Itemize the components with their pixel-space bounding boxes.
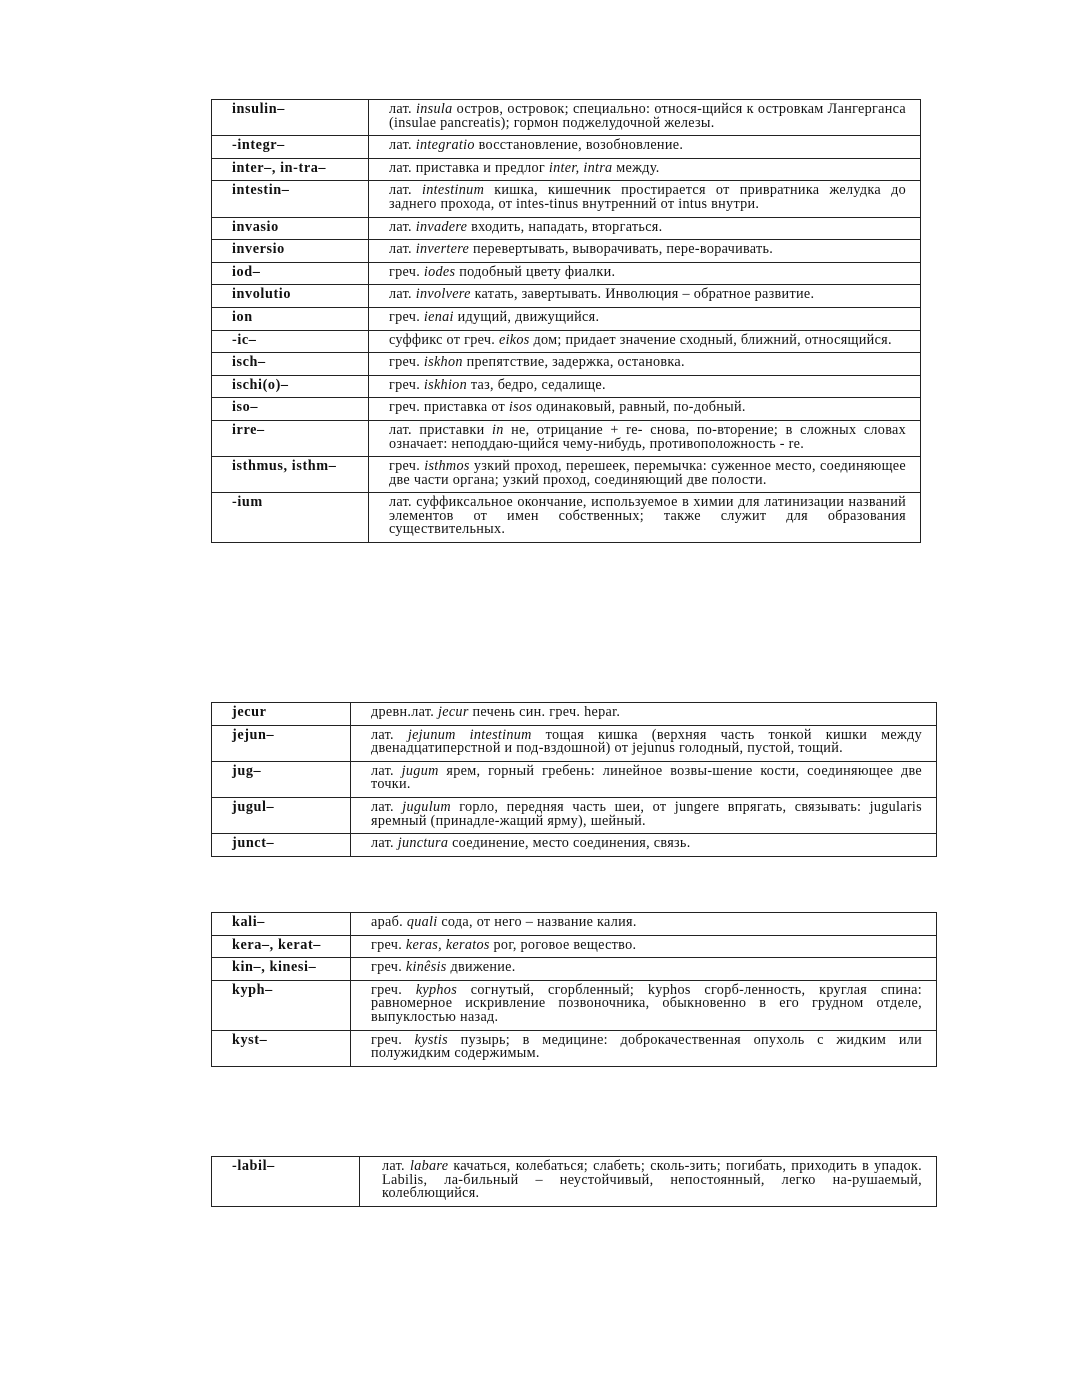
definition-cell bbox=[351, 980, 937, 1030]
etymon-word: junctura bbox=[397, 835, 449, 852]
definition-text: араб. bbox=[371, 914, 407, 930]
table-row bbox=[212, 834, 937, 857]
term-cell: isch– bbox=[212, 353, 369, 376]
definition-cell bbox=[369, 181, 921, 217]
term-cell: iod– bbox=[212, 262, 369, 285]
term-cell: -labil– bbox=[212, 1157, 360, 1207]
definition-cell bbox=[351, 797, 937, 833]
table-row bbox=[212, 1157, 937, 1207]
definition-cell bbox=[369, 240, 921, 263]
definition-text: узкий проход, перешеек, перемычка: суженное место, соединяющее две части органа; узкий проход, соединяющий две полости. bbox=[389, 458, 906, 488]
dictionary-table-l bbox=[211, 1156, 937, 1207]
definition-cell bbox=[369, 262, 921, 285]
definition-text: ярем, горный гребень: линейное возвы-шение кости, соединяющее две точки. bbox=[371, 762, 922, 793]
etymon-word: isos bbox=[508, 399, 533, 416]
term-cell: jug– bbox=[212, 761, 351, 797]
term-cell: kali– bbox=[212, 913, 351, 936]
dictionary-table-j bbox=[211, 702, 937, 857]
etymon-word: involvere bbox=[415, 286, 471, 303]
definition-cell bbox=[351, 1030, 937, 1066]
term-cell: jugul– bbox=[212, 797, 351, 833]
term-cell: irre– bbox=[212, 420, 369, 456]
table-row bbox=[212, 330, 921, 353]
definition-text: лат. bbox=[382, 1158, 410, 1174]
etymon-word: isthmos bbox=[424, 458, 470, 475]
term-cell: inversio bbox=[212, 240, 369, 263]
table-row bbox=[212, 493, 921, 543]
term-cell: kyph– bbox=[212, 980, 351, 1030]
table-row bbox=[212, 285, 921, 308]
etymon-word: in bbox=[491, 421, 504, 438]
definition-text: движение. bbox=[446, 959, 516, 976]
etymon-word: kystis bbox=[414, 1031, 448, 1048]
definition-text: лат. bbox=[371, 835, 398, 852]
definition-text: сода, от него – название калия. bbox=[437, 914, 637, 930]
term-cell: -ium bbox=[212, 493, 369, 543]
definition-cell bbox=[369, 330, 921, 353]
table-row bbox=[212, 797, 937, 833]
definition-text: греч. bbox=[371, 936, 406, 953]
table-row bbox=[212, 761, 937, 797]
etymon-word: kyphos bbox=[415, 981, 458, 998]
definition-text: лат. bbox=[389, 286, 416, 303]
term-cell: junct– bbox=[212, 834, 351, 857]
etymon-word: jejunum intestinum bbox=[407, 726, 532, 743]
definition-cell bbox=[369, 158, 921, 181]
table-row bbox=[212, 181, 921, 217]
definition-text: лат. суффиксальное окончание, используемое в химии для латинизации названий элементов от имен собственных; также служит для образования существительных. bbox=[389, 494, 906, 538]
definition-cell bbox=[369, 136, 921, 159]
definition-text: идущий, движущийся. bbox=[453, 308, 600, 325]
definition-text: дом; придает значение сходный, ближний, относящийся. bbox=[529, 331, 892, 348]
table-row bbox=[212, 398, 921, 421]
term-cell: kyst– bbox=[212, 1030, 351, 1066]
definition-text: пузырь; в медицине: доброкачественная опухоль с жидким или полужидким содержимым. bbox=[371, 1031, 922, 1062]
definition-text: греч. bbox=[389, 376, 424, 393]
definition-text: лат. приставки bbox=[389, 421, 492, 438]
definition-text: греч. bbox=[371, 959, 406, 976]
definition-cell bbox=[351, 761, 937, 797]
term-cell: jejun– bbox=[212, 725, 351, 761]
definition-cell bbox=[369, 307, 921, 330]
term-cell: ischi(o)– bbox=[212, 375, 369, 398]
definition-text: между. bbox=[612, 159, 660, 176]
definition-text: кишка, кишечник простирается от привратника желудка до заднего прохода, от intes-tinus внутренний от intus внутри. bbox=[389, 182, 906, 212]
definition-text: катать, завертывать. Инволюция – обратное развитие. bbox=[470, 286, 815, 303]
definition-text: греч. bbox=[389, 354, 424, 371]
definition-text: лат. приставка и предлог bbox=[389, 159, 549, 176]
definition-text: древн.лат. bbox=[371, 704, 438, 720]
definition-cell bbox=[369, 100, 921, 136]
dictionary-table-i bbox=[211, 99, 921, 543]
term-cell: kera–, kerat– bbox=[212, 935, 351, 958]
table-row bbox=[212, 935, 937, 958]
definition-text: лат. bbox=[389, 218, 416, 235]
definition-text: лат. bbox=[389, 241, 416, 258]
definition-text: греч. bbox=[371, 1031, 415, 1048]
table-body bbox=[212, 1157, 937, 1207]
term-cell: -ic– bbox=[212, 330, 369, 353]
definition-text: одинаковый, равный, по-добный. bbox=[532, 399, 746, 416]
definition-text: тощая кишка (верхняя часть тонкой кишки между двенадцатиперстной и под-вздошной) от jejunus голодный, пустой, тощий. bbox=[371, 726, 922, 757]
definition-text: препятствие, задержка, остановка. bbox=[462, 354, 685, 371]
definition-text: таз, бедро, седалище. bbox=[466, 376, 606, 393]
definition-text: соединение, место соединения, связь. bbox=[448, 835, 691, 852]
table-body bbox=[212, 913, 937, 1067]
etymon-word: iskhon bbox=[423, 354, 463, 371]
etymon-word: jugum bbox=[401, 762, 439, 779]
term-cell: involutio bbox=[212, 285, 369, 308]
table-row bbox=[212, 958, 937, 981]
definition-text: рог, роговое вещество. bbox=[489, 936, 637, 953]
etymon-word: keras, keratos bbox=[405, 936, 490, 953]
table-row bbox=[212, 262, 921, 285]
term-cell: insulin– bbox=[212, 100, 369, 136]
definition-text: качаться, колебаться; слабеть; сколь-зить; погибать, приходить в упадок. Labilis, ла-бильный – неустойчивый, непостоянный, легко на-рушаемый, колеблющийся. bbox=[382, 1158, 922, 1202]
table-row bbox=[212, 158, 921, 181]
dictionary-table-k bbox=[211, 912, 937, 1067]
definition-text: согнутый, сгорбленный; kyphos сгорб-ленность, круглая спина: равномерное искривление позвоночника, обыкновенно в его грудном отделе, выпуклостью назад. bbox=[371, 981, 923, 1025]
table-body bbox=[212, 703, 937, 857]
etymon-word: jugulum bbox=[402, 798, 451, 815]
definition-text: лат. bbox=[389, 182, 422, 199]
term-cell: ion bbox=[212, 307, 369, 330]
definition-cell bbox=[351, 834, 937, 857]
definition-text: греч. bbox=[371, 981, 416, 998]
term-cell: invasio bbox=[212, 217, 369, 240]
etymon-word: iskhion bbox=[423, 376, 467, 393]
etymon-word: ienai bbox=[423, 308, 454, 325]
definition-cell bbox=[369, 375, 921, 398]
table-row bbox=[212, 703, 937, 726]
etymon-word: invertere bbox=[415, 241, 470, 258]
table-row bbox=[212, 457, 921, 493]
definition-text: печень син. греч. hepar. bbox=[468, 704, 621, 720]
term-cell: intestin– bbox=[212, 181, 369, 217]
table-row bbox=[212, 100, 921, 136]
definition-text: остров, островок; специально: относя-щийся к островкам Лангерганса (insulae pancreatis); гормон поджелудочной железы. bbox=[389, 101, 906, 131]
definition-cell bbox=[351, 935, 937, 958]
definition-text: подобный цвету фиалки. bbox=[455, 263, 616, 280]
table-row bbox=[212, 725, 937, 761]
etymon-word: iodes bbox=[423, 263, 456, 280]
etymon-word: insula bbox=[415, 101, 453, 117]
definition-text: греч. bbox=[389, 458, 425, 475]
definition-cell bbox=[351, 725, 937, 761]
definition-text: перевертывать, выворачивать, пере-ворачивать. bbox=[469, 241, 774, 258]
term-cell: jecur bbox=[212, 703, 351, 726]
etymon-word: integratio bbox=[415, 137, 475, 154]
definition-text: входить, нападать, вторгаться. bbox=[467, 218, 663, 235]
definition-text: греч. приставка от bbox=[389, 399, 509, 416]
table-row bbox=[212, 420, 921, 456]
definition-cell bbox=[369, 493, 921, 543]
table-row bbox=[212, 375, 921, 398]
definition-cell bbox=[351, 703, 937, 726]
table-body bbox=[212, 100, 921, 543]
definition-text: лат. bbox=[389, 101, 416, 117]
table-row bbox=[212, 353, 921, 376]
table-row bbox=[212, 217, 921, 240]
definition-text: не, отрицание + re- снова, по-вторение; в сложных словах означает: неподдаю-щийся чему-нибудь, противоположность - re. bbox=[389, 421, 906, 452]
table-row bbox=[212, 980, 937, 1030]
table-row bbox=[212, 240, 921, 263]
term-cell: isthmus, isthm– bbox=[212, 457, 369, 493]
table-row bbox=[212, 913, 937, 936]
table-row bbox=[212, 307, 921, 330]
definition-cell bbox=[369, 353, 921, 376]
definition-cell bbox=[369, 398, 921, 421]
definition-cell bbox=[369, 420, 921, 456]
etymon-word: inter, intra bbox=[548, 159, 613, 176]
definition-text: лат. bbox=[371, 762, 402, 779]
definition-cell bbox=[369, 457, 921, 493]
etymon-word: quali bbox=[406, 914, 438, 930]
etymon-word: kinêsis bbox=[405, 959, 447, 976]
table-row bbox=[212, 1030, 937, 1066]
etymon-word: labare bbox=[409, 1158, 449, 1174]
definition-text: суффикс от греч. bbox=[389, 331, 499, 348]
definition-cell bbox=[351, 958, 937, 981]
term-cell: iso– bbox=[212, 398, 369, 421]
etymon-word: intestinum bbox=[422, 182, 485, 199]
etymon-word: jecur bbox=[437, 704, 469, 720]
table-row bbox=[212, 136, 921, 159]
definition-text: лат. bbox=[371, 726, 408, 743]
definition-text: лат. bbox=[389, 137, 416, 154]
term-cell: inter–, in-tra– bbox=[212, 158, 369, 181]
definition-text: лат. bbox=[371, 798, 403, 815]
definition-text: греч. bbox=[389, 263, 424, 280]
term-cell: kin–, kinesi– bbox=[212, 958, 351, 981]
etymon-word: eikos bbox=[498, 331, 530, 348]
term-cell: -integr– bbox=[212, 136, 369, 159]
definition-text: восстановление, возобновление. bbox=[474, 137, 684, 154]
definition-cell bbox=[369, 285, 921, 308]
definition-text: греч. bbox=[389, 308, 424, 325]
definition-cell bbox=[369, 217, 921, 240]
definition-cell bbox=[360, 1157, 937, 1207]
definition-text: горло, передняя часть шеи, от jungere впрягать, связывать: jugularis яремный (принадле-жащий ярму), шейный. bbox=[371, 798, 922, 829]
etymon-word: invadere bbox=[415, 218, 468, 235]
definition-cell bbox=[351, 913, 937, 936]
